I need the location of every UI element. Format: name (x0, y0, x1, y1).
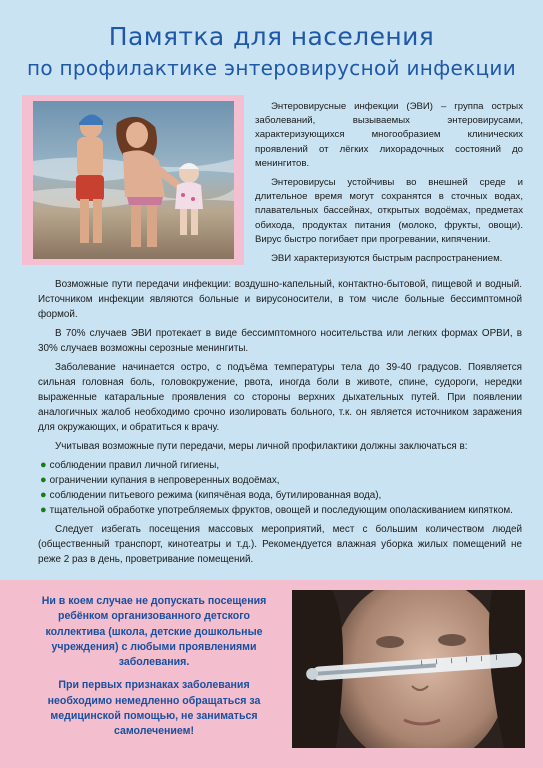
prevention-intro: Учитывая возможные пути передачи, меры личной профилактики должны заключаться в: (55, 441, 468, 452)
page-subtitle: по профилактике энтеровирусной инфекции (26, 56, 517, 80)
prevention-item: ● тщательной обработке употребляемых фруктов, овощей и последующим ополаскиванием кипятком. (40, 504, 513, 516)
transmission-paragraph: Возможные пути передачи инфекции: воздушно-капельный, контактно-бытовой, пищевой и водный. Источником инфекции являются больные и вирусоносители, в том числе больные бессимптомной формой. (38, 279, 522, 320)
warning-paragraph-2: При первых признаках заболевания необходимо немедленно обращаться за медицинской помощью, не заниматься самолечением! (47, 679, 261, 738)
page-title: Памятка для населения (108, 22, 435, 51)
main-text (38, 277, 522, 571)
warning-text (30, 594, 278, 748)
intro-paragraph-1: Энтеровирусные инфекции (ЭВИ) – группа острых заболеваний, вызываемых энтеровирусами, характеризующихся многообразием клинических проявлений от лёгких лихорадочных состояний до менингитов. (255, 101, 523, 169)
statistics-paragraph: В 70% случаев ЭВИ протекает в виде бессимптомного носительства или легких формах ОРВИ, в 30% случаев возможны серозные менингиты. (38, 328, 522, 354)
prevention-item: ● соблюдении питьевого режима (кипячёная вода, бутилированная вода), (40, 489, 382, 501)
bullet-icon: ● (40, 459, 47, 471)
warning-paragraph-1: Ни в коем случае не допускать посещения ребёнком организованного детского коллектива (школа, детские дошкольные учреждения) с любыми проявлениями заболевания. (41, 595, 267, 669)
intro-paragraph-2: Энтеровирусы устойчивы во внешней среде и длительное время могут сохранятся в сточных водах, плавательных бассейнах, открытых водоёмах, предметах обихода, продуктах питания (молоко, фрукты, овощи). Вирус быстро погибает при прогревании, кипячении. (255, 177, 523, 245)
intro-text (255, 100, 523, 271)
bullet-icon: ● (40, 474, 47, 486)
intro-paragraph-3: ЭВИ характеризуются быстрым распространением. (271, 253, 503, 265)
thermometer-illustration (292, 590, 525, 748)
bullet-icon: ● (40, 504, 47, 516)
beach-family-photo (33, 101, 234, 259)
beach-family-illustration (33, 101, 234, 259)
bullet-icon: ● (40, 489, 47, 501)
thermometer-photo (292, 590, 525, 748)
recommendations-paragraph: Следует избегать посещения массовых мероприятий, мест с большим количеством людей (общественный транспорт, кинотеатры и т.д.). Рекомендуется влажная уборка жилых помещений не реже 2 раз в день, проветривание помещений. (38, 524, 522, 565)
prevention-item: ● ограничении купания в непроверенных водоёмах, (40, 474, 280, 486)
symptoms-paragraph: Заболевание начинается остро, с подъёма температуры тела до 39-40 градусов. Появляется сильная головная боль, головокружение, рвота, иногда боли в животе, спине, судороги, нередки выраженные катаральные проявления со стороны верхних дыхательных путей. При появлении аналогичных жалоб необходимо срочно изолировать больного, т.к. он является источником заражения для окружающих, и обратиться к врачу. (38, 362, 522, 433)
prevention-item: ● соблюдении правил личной гигиены, (40, 459, 220, 471)
